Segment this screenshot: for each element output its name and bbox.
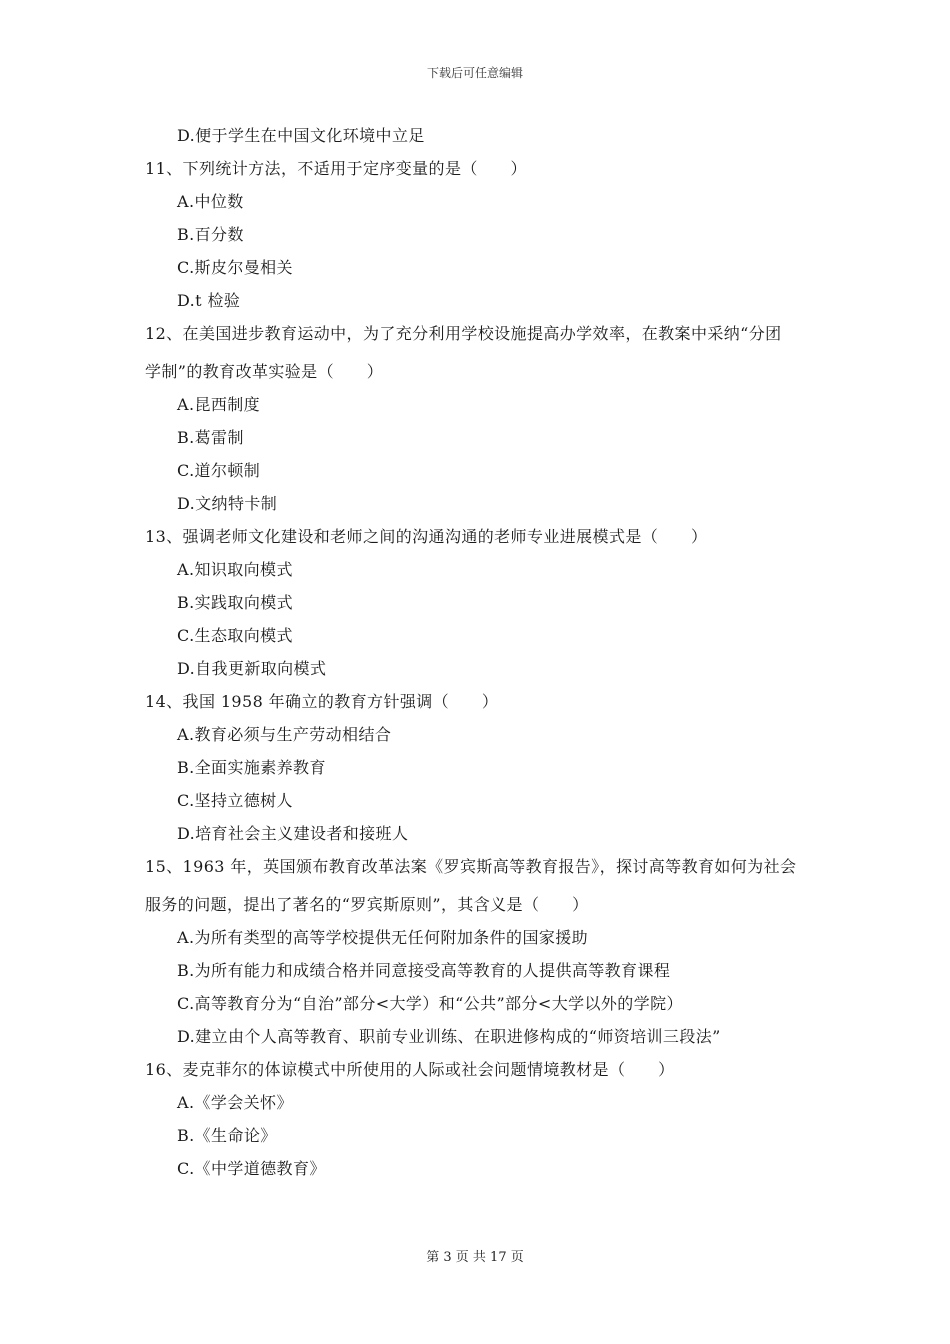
answer-option: C.道尔顿制 xyxy=(177,461,261,480)
question-text: 13、强调老师文化建设和老师之间的沟通沟通的老师专业进展模式是（ ） xyxy=(145,527,708,546)
page-header: 下载后可任意编辑 xyxy=(426,66,523,80)
answer-option: D.便于学生在中国文化环境中立足 xyxy=(177,126,425,145)
answer-option: C.高等教育分为“自治”部分<大学）和“公共”部分<大学以外的学院） xyxy=(177,994,683,1013)
answer-option: D.文纳特卡制 xyxy=(177,494,278,513)
answer-option: B.全面实施素养教育 xyxy=(177,758,326,777)
answer-option: D.培育社会主义建设者和接班人 xyxy=(177,824,409,843)
answer-option: B.为所有能力和成绩合格并同意接受高等教育的人提供高等教育课程 xyxy=(177,961,671,980)
answer-option: B.《生命论》 xyxy=(177,1126,277,1145)
answer-option: A.知识取向模式 xyxy=(177,560,293,579)
answer-option: C.生态取向模式 xyxy=(177,626,293,645)
question-text: 14、我国 1958 年确立的教育方针强调（ ） xyxy=(145,692,499,711)
answer-option: D.建立由个人高等教育、职前专业训练、在职进修构成的“师资培训三段法” xyxy=(177,1027,721,1046)
answer-option: A.昆西制度 xyxy=(177,395,261,414)
answer-option: D.自我更新取向模式 xyxy=(177,659,327,678)
answer-option: B.百分数 xyxy=(177,225,244,244)
answer-option: A.为所有类型的高等学校提供无任何附加条件的国家援助 xyxy=(177,928,589,947)
question-text: 15、1963 年，英国颁布教育改革法案《罗宾斯高等教育报告》，探讨高等教育如何为社会 xyxy=(145,857,797,876)
page-footer: 第 3 页 共 17 页 xyxy=(426,1250,524,1265)
answer-option: D.t 检验 xyxy=(177,291,241,310)
answer-option: B.葛雷制 xyxy=(177,428,244,447)
answer-option: C.坚持立德树人 xyxy=(177,791,293,810)
answer-option: A.中位数 xyxy=(177,192,244,211)
question-text: 学制”的教育改革实验是（ ） xyxy=(145,362,384,381)
question-text: 16、麦克菲尔的体谅模式中所使用的人际或社会问题情境教材是（ ） xyxy=(145,1060,675,1079)
question-text: 12、在美国进步教育运动中，为了充分利用学校设施提高办学效率，在教案中采纳“分团 xyxy=(145,324,782,343)
answer-option: C.斯皮尔曼相关 xyxy=(177,258,293,277)
answer-option: B.实践取向模式 xyxy=(177,593,294,612)
question-text: 11、下列统计方法，不适用于定序变量的是（ ） xyxy=(145,159,527,178)
answer-option: A.教育必须与生产劳动相结合 xyxy=(177,725,392,744)
answer-option: A.《学会关怀》 xyxy=(177,1093,293,1112)
question-text: 服务的问题，提出了著名的“罗宾斯原则”，其含义是（ ） xyxy=(145,895,589,914)
answer-option: C.《中学道德教育》 xyxy=(177,1159,326,1178)
